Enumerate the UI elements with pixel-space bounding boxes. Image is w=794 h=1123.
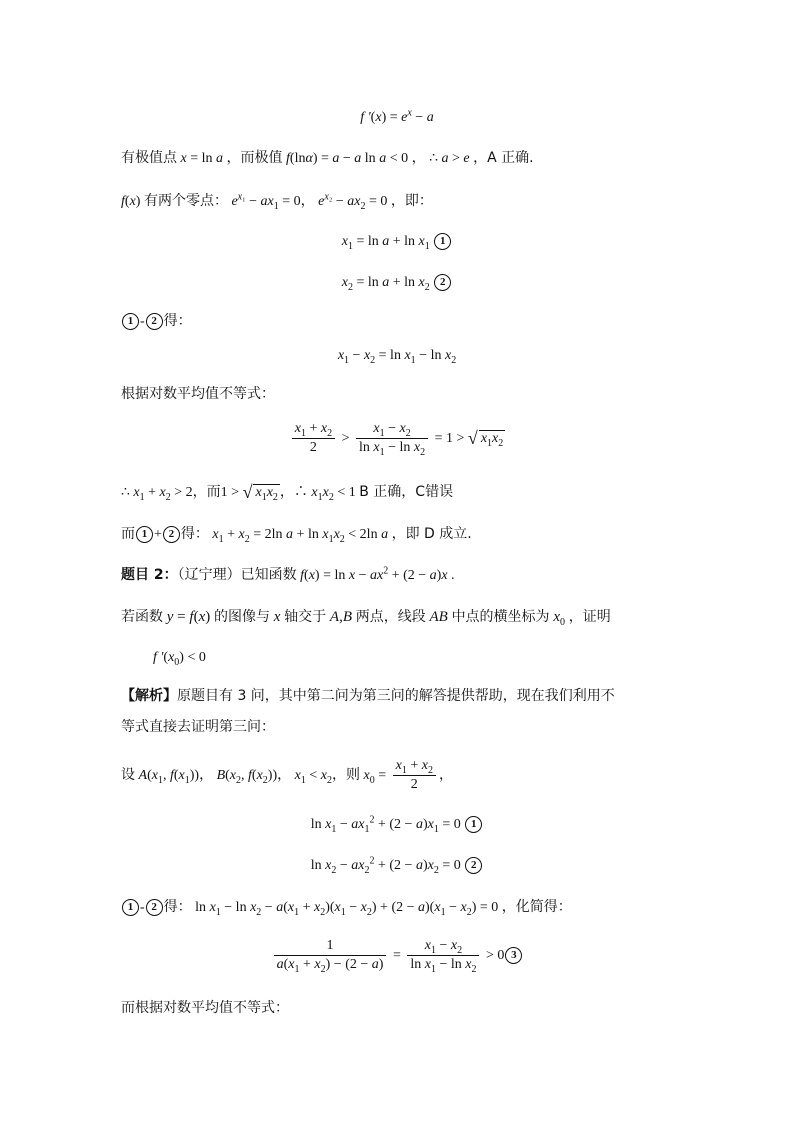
log-mean-inequality: $\frac{x_1 + x_2}{2}$ > $\frac{x_1 - x_2}{\ln x_1 - \ln x_2}$ = 1 > √ $x_1x_2$ — [0, 420, 794, 457]
circled-one-icon: 1 — [465, 816, 482, 833]
solution-paragraph-2: 等式直接去证明第三问： — [121, 719, 275, 735]
circled-two-icon: 2 — [434, 274, 451, 291]
problem-2-title: 题目 2：（辽宁理）已知函数 $f(x) = \ln x - ax^2 + (2 - a)x$ . — [121, 565, 455, 583]
circled-two-icon: 2 — [163, 526, 180, 543]
circled-one-icon: 1 — [122, 899, 139, 916]
zero-equation-2: $\ln x_2 - ax_2^2 + (2 - a)x_2 = 0$ 2 — [0, 856, 794, 876]
two-zeros-line: f(x) 有两个零点： $e^{x_1} - ax_1 = 0$， $e^{x_2} - ax_2 = 0$ ，即： — [121, 191, 433, 212]
circled-one-icon: 1 — [122, 313, 139, 330]
conclusion-bc: ∴ $x_1 + x_2 > 2$，而1 > √ $x_1x_2$ ，∴ $x_1x_2 < 1$ B 正确，C错误 — [121, 482, 454, 503]
circled-two-icon: 2 — [465, 857, 482, 874]
difference-equation: $x_1 - x_2 = \ln x_1 - \ln x_2$ — [337, 348, 457, 366]
derivative-formula: f '$(x) = e^x - a$ — [360, 107, 434, 125]
circled-three-icon: 3 — [505, 947, 522, 964]
simplified-equation: $\frac{1}{a(x_1 + x_2) - (2 - a)}$ = $\frac{x_1 - x_2}{\ln x_1 - \ln x_2}$ > 0 3 — [0, 938, 794, 974]
log-mean-intro: 根据对数平均值不等式： — [121, 386, 275, 402]
circled-two-icon: 2 — [146, 313, 163, 330]
zero-equation-1: $\ln x_1 - ax_1^2 + (2 - a)x_1 = 0$ 1 — [0, 815, 794, 835]
circled-two-icon: 2 — [146, 899, 163, 916]
equation-1: $x_1 = \ln a + \ln x_1$ 1 — [0, 232, 794, 252]
problem-2-goal: f '$(x_0) < 0$ — [153, 650, 206, 668]
equation-2: $x_2 = \ln a + \ln x_2$ 2 — [0, 273, 794, 293]
set-points-line: 设 $A(x_1$, $f(x_1)$)， $B(x_2$, $f(x_2)$)， $x_1 < x_2$，则 $x_0$ = $\frac{x_1 + x_2}{2}$ ， — [121, 758, 453, 793]
extreme-point-line: 有极值点 x = ln a ，而极值 f(lnα) = a − a ln a < 0 ， ∴ a > e ，A 正确. — [121, 150, 534, 166]
subtraction-step: 1 - 2 得： $\ln x_1 - \ln x_2 - a(x_1 + x_2)(x_1 - x_2) + (2 - a)(x_1 - x_2) = 0$ ，化简得： — [121, 897, 572, 918]
subtract-line: 1 - 2 得： — [121, 311, 192, 332]
conclusion-d: 而 1 + 2 得： $x_1 + x_2 = 2\ln$ $a + \ln x_1x_2 < 2\ln$ a ，即 D 成立. — [121, 526, 472, 545]
final-line: 而根据对数平均值不等式： — [121, 1000, 289, 1016]
problem-2-statement: 若函数 y = f(x) 的图像与 x 轴交于 A,B 两点，线段 AB 中点的横坐标为 $x_0$ ，证明 — [121, 609, 611, 628]
solution-paragraph-1: 【解析】原题目有 3 问，其中第二问为第三问的解答提供帮助，现在我们利用不 — [121, 688, 615, 704]
circled-one-icon: 1 — [136, 526, 153, 543]
circled-one-icon: 1 — [434, 233, 451, 250]
